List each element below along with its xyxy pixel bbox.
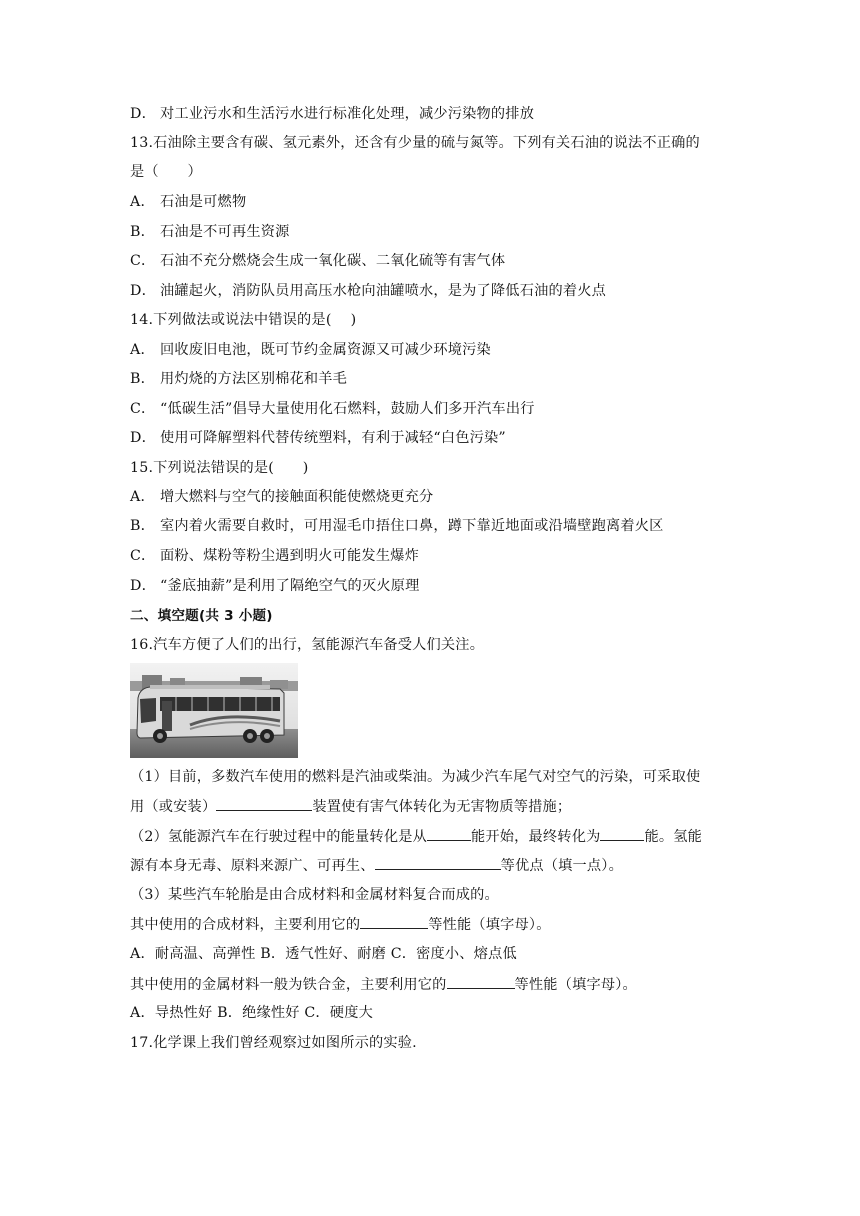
q15-option-c	[130, 546, 419, 566]
answer-blank[interactable]	[447, 974, 515, 989]
option-letter: C．	[130, 253, 156, 269]
option-letter: D．	[130, 106, 156, 122]
q14-option-b	[130, 369, 347, 389]
option-text: 用灼烧的方法区别棉花和羊毛	[160, 371, 348, 387]
q16-part2-line1	[130, 826, 702, 847]
option-text: 使用可降解塑料代替传统塑料，有利于减轻“白色污染”	[160, 430, 506, 446]
option-letter: C．	[130, 401, 156, 417]
q13-stem-line2: 是（ ）	[130, 164, 202, 180]
option-letter: C．	[130, 548, 156, 564]
option-text: 石油是可燃物	[160, 194, 247, 210]
text-segment: 能。氢能	[644, 829, 703, 845]
option-text: 面粉、煤粉等粉尘遇到明火可能发生爆炸	[160, 548, 419, 564]
answer-blank[interactable]	[427, 826, 471, 841]
q16-part3-options1: A．耐高温、高弹性 B．透气性好、耐磨 C．密度小、熔点低	[130, 946, 517, 962]
option-text: 室内着火需要自救时，可用湿毛巾捂住口鼻，蹲下靠近地面或沿墙壁跑离着火区	[160, 518, 664, 534]
text-segment: 能开始，最终转化为	[470, 829, 601, 845]
option-letter: A．	[130, 194, 155, 210]
option-text: “低碳生活”倡导大量使用化石燃料，鼓励人们多开汽车出行	[160, 401, 535, 417]
q14-option-a	[130, 340, 491, 360]
option-text: 油罐起火，消防队员用高压水枪向油罐喷水，是为了降低石油的着火点	[160, 283, 607, 299]
text-segment: 等性能（填字母）。	[428, 917, 551, 933]
q12-option-d	[130, 104, 534, 124]
q13-option-c	[130, 251, 505, 271]
option-letter: A．	[130, 342, 155, 358]
q13-stem-line1: 13.石油除主要含有碳、氢元素外，还含有少量的硫与氮等。下列有关石油的说法不正确的	[130, 135, 700, 151]
q16-part1-line2	[130, 796, 571, 817]
answer-blank[interactable]	[360, 914, 428, 929]
option-letter: D．	[130, 430, 156, 446]
answer-blank[interactable]	[375, 855, 501, 870]
q16-part2-line2	[130, 855, 623, 876]
q16-part1-line1: （1）目前，多数汽车使用的燃料是汽油或柴油。为减少汽车尾气对空气的污染，可采取使	[130, 769, 701, 785]
q16-part3-line1	[130, 914, 551, 935]
q15-option-b	[130, 516, 664, 536]
answer-blank[interactable]	[216, 796, 312, 811]
q15-stem: 15.下列说法错误的是( )	[130, 460, 309, 476]
option-text: 对工业污水和生活污水进行标准化处理，减少污染物的排放	[160, 106, 535, 122]
text-segment: （2）氢能源汽车在行驶过程中的能量转化是从	[130, 829, 427, 845]
option-letter: B．	[130, 224, 156, 240]
text-segment: 源有本身无毒、原料来源广、可再生、	[130, 858, 375, 874]
option-text: 石油不充分燃烧会生成一氧化碳、二氧化硫等有害气体	[160, 253, 506, 269]
bus-photo	[130, 663, 298, 758]
text-segment: 其中使用的金属材料一般为铁合金，主要利用它的	[130, 977, 447, 993]
answer-blank[interactable]	[600, 826, 644, 841]
q13-option-d	[130, 281, 606, 301]
text-segment: 用（或安装）	[130, 799, 217, 815]
q14-option-c	[130, 399, 535, 419]
text-segment: 等性能（填字母）。	[514, 977, 637, 993]
q16-part3-options2: A．导热性好 B．绝缘性好 C．硬度大	[130, 1005, 373, 1021]
q17-stem: 17.化学课上我们曾经观察过如图所示的实验.	[130, 1035, 417, 1051]
option-text: 回收废旧电池，既可节约金属资源又可减少环境污染	[160, 342, 491, 358]
option-letter: D．	[130, 578, 156, 594]
q14-option-d	[130, 428, 506, 448]
option-letter: B．	[130, 371, 156, 387]
text-segment: 其中使用的合成材料，主要利用它的	[130, 917, 361, 933]
q13-option-b	[130, 222, 290, 242]
option-text: 增大燃料与空气的接触面积能使燃烧更充分	[160, 489, 434, 505]
section-heading: 二、填空题(共 3 小题)	[130, 608, 273, 624]
q15-option-a	[130, 487, 433, 507]
q16-stem: 16.汽车方便了人们的出行，氢能源汽车备受人们关注。	[130, 637, 485, 653]
option-text: 石油是不可再生资源	[160, 224, 290, 240]
option-text: “釜底抽薪”是利用了隔绝空气的灭火原理	[160, 578, 420, 594]
option-letter: D．	[130, 283, 156, 299]
option-letter: A．	[130, 489, 155, 505]
bus-illustration	[130, 663, 298, 758]
q14-stem: 14.下列做法或说法中错误的是( )	[130, 312, 357, 328]
text-segment: 装置使有害气体转化为无害物质等措施；	[312, 799, 572, 815]
q16-part3-line2	[130, 974, 637, 995]
q15-option-d	[130, 576, 420, 596]
text-segment: 等优点（填一点）。	[500, 858, 623, 874]
option-letter: B．	[130, 518, 156, 534]
q16-part3: （3）某些汽车轮胎是由合成材料和金属材料复合而成的。	[130, 887, 499, 903]
q13-option-a	[130, 192, 246, 212]
